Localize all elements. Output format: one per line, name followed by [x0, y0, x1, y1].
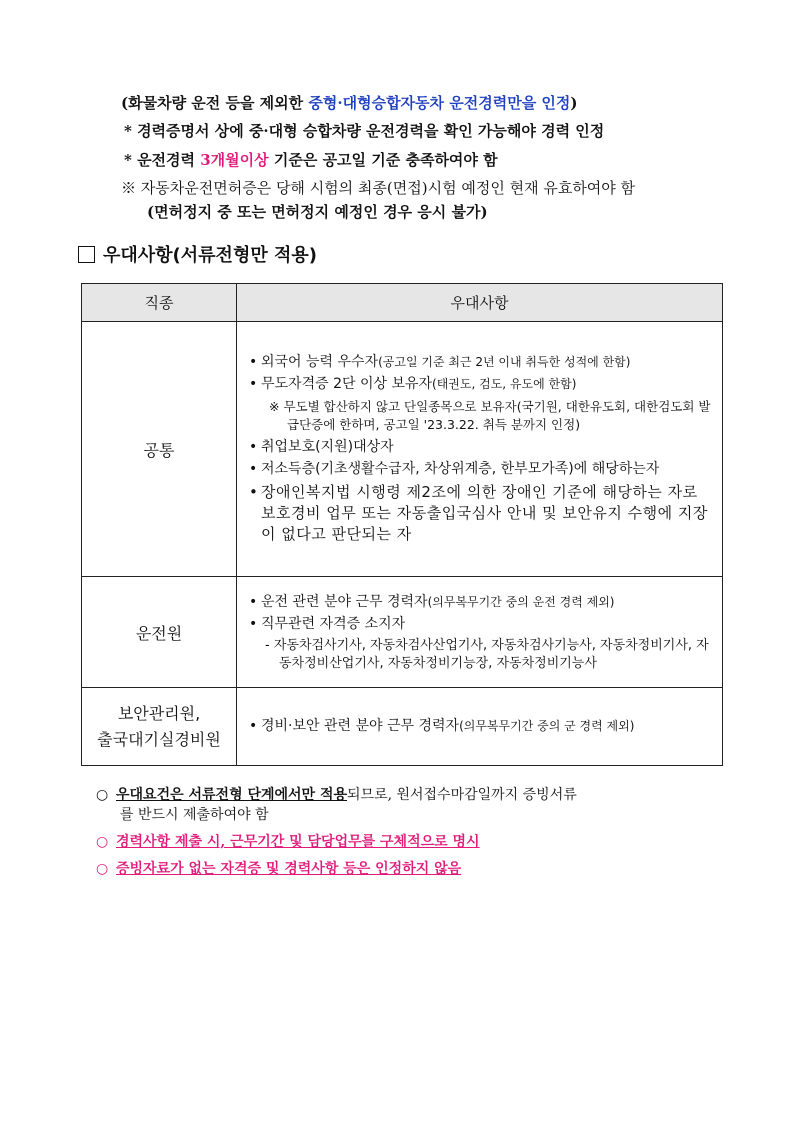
table-header-row: [82, 284, 723, 322]
intro-line-5: (면허정지 중 또는 면허정지 예정인 경우 응시 불가): [147, 203, 488, 221]
intro-line-3-pre: * 운전경력: [124, 151, 201, 169]
item-note: (의무복무기간 중의 군 경력 제외): [459, 719, 635, 733]
list-item: • 장애인복지법 시행령 제2조에 의한 장애인 기준에 해당하는 자로 보호경비 업무 또는 자동출입국심사 안내 및 보안유지 수행에 지장이 없다고 판단되는 자: [249, 482, 714, 545]
section-title: 우대사항(서류전형만 적용): [103, 245, 317, 266]
bottom-note-2-text: 경력사항 제출 시, 근무기간 및 담당업무를 구체적으로 명시: [116, 834, 480, 850]
section-heading: [78, 244, 317, 268]
list-item: • 저소득층(기초생활수급자, 차상위계층, 한부모가족)에 해당하는자: [249, 460, 714, 479]
list-item: [249, 717, 714, 736]
header-job: 직종: [82, 284, 237, 322]
intro-line-1: [121, 93, 578, 113]
table-row: [82, 322, 723, 577]
item-text: 외국어 능력 우수자: [261, 354, 379, 370]
list-item: [249, 593, 714, 612]
bottom-note-1-underlined: 우대요건은 서류전형 단계에서만 적용: [116, 787, 348, 803]
item-note: (의무복무기간 중의 운전 경력 제외): [427, 594, 615, 609]
bottom-note-3-text: 증빙자료가 없는 자격증 및 경력사항 등은 인정하지 않음: [116, 861, 462, 877]
intro-line-1-highlight: 중형·대형승합자동차 운전경력만을 인정: [308, 94, 571, 112]
intro-line-3-post: 기준은 공고일 기준 충족하여야 함: [268, 151, 498, 169]
row-content-common: [237, 322, 723, 577]
intro-line-3: [124, 150, 498, 170]
circle-bullet-icon: ○: [96, 834, 109, 850]
list-note: ※ 무도별 합산하지 않고 단일종목으로 보유자(국기원, 대한유도회, 대한검도회 발급단증에 한하며, 공고일 '23.3.22. 취득 분까지 인정): [269, 399, 711, 432]
item-text: 무도자격증 2단 이상 보유자: [261, 376, 433, 392]
checkbox-square-icon: [78, 246, 95, 263]
row-label-common: 공통: [82, 322, 237, 577]
list-item: [249, 353, 714, 372]
intro-line-4: ※ 자동차운전면허증은 당해 시험의 최종(면접)시험 예정인 현재 유효하여야 함: [121, 179, 636, 197]
row-label-security-line-2: 출국대기실경비원: [97, 729, 221, 749]
item-text: 운전 관련 분야 근무 경력자: [261, 593, 428, 610]
intro-line-3-highlight: 3개월이상: [200, 151, 269, 169]
bottom-note-3: [96, 859, 736, 879]
intro-line-1-pre: (화물차량 운전 등을 제외한: [121, 94, 309, 112]
bottom-note-1: [96, 785, 736, 825]
item-text: 경비·보안 관련 분야 근무 경력자: [261, 718, 460, 734]
table-row: [82, 688, 723, 766]
intro-line-2: * 경력증명서 상에 중·대형 승합차량 운전경력을 확인 가능해야 경력 인정: [124, 122, 605, 140]
bottom-note-1-continued: 를 반드시 제출하여야 함: [120, 807, 269, 823]
circle-bullet-icon: ○: [96, 861, 109, 877]
bottom-note-2: [96, 832, 736, 852]
intro-line-1-post: ): [570, 94, 578, 112]
list-item: [249, 375, 714, 394]
item-note: (태권도, 검도, 유도에 한함): [432, 377, 577, 391]
item-note: (공고일 기준 최근 2년 이내 취득한 성적에 한함): [378, 355, 631, 369]
bottom-note-1-rest: 되므로, 원서접수마감일까지 증빙서류: [347, 787, 577, 803]
row-label-security-line-1: 보안관리원,: [117, 703, 201, 723]
preference-table: [81, 283, 723, 766]
circle-bullet-icon: ○: [96, 787, 109, 803]
row-label-driver: 운전원: [82, 577, 237, 688]
row-content-security: [237, 688, 723, 766]
list-dash-item: - 자동차검사기사, 자동차검사산업기사, 자동차검사기능사, 자동차정비기사, 자동차정비산업기사, 자동차정비기능장, 자동차정비기능사: [265, 637, 709, 671]
row-label-security: [82, 688, 237, 766]
table-row: [82, 577, 723, 688]
header-preference: 우대사항: [237, 284, 723, 322]
list-item: • 직무관련 자격증 소지자: [249, 615, 714, 634]
row-content-driver: [237, 577, 723, 688]
list-item: • 취업보호(지원)대상자: [249, 438, 714, 457]
